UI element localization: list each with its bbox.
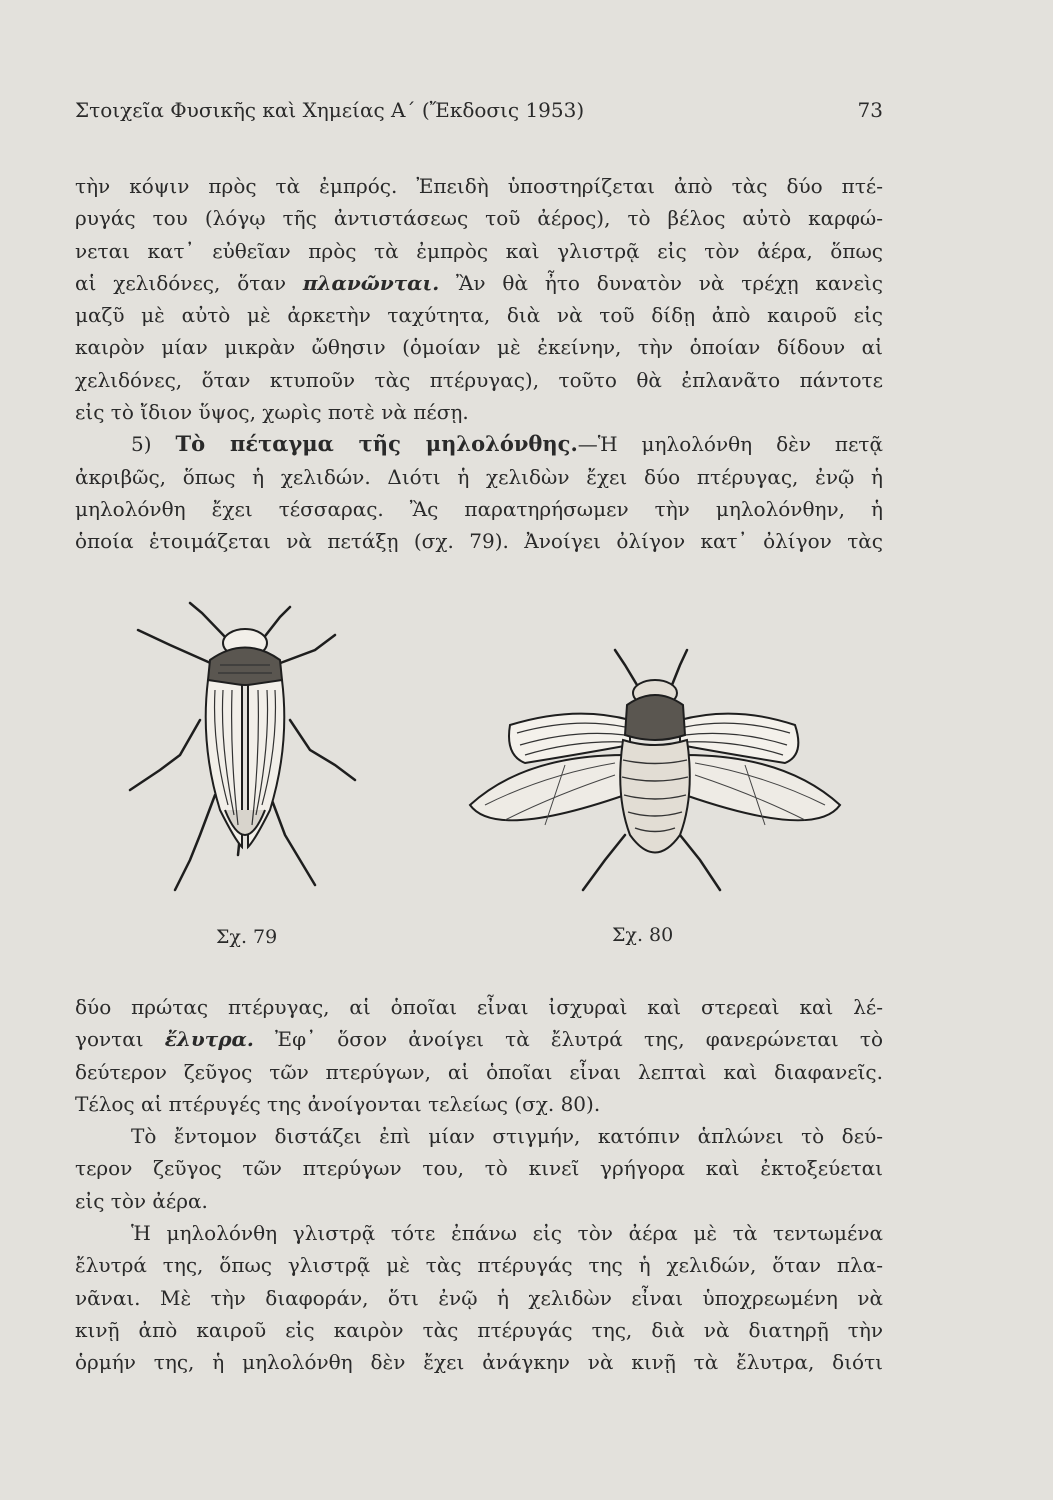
text-line: μηλολόνθη ἔχει τέσσαρας. Ἂς παρατηρήσωμεν τὴν μηλολόνθην, ἡ — [75, 496, 883, 521]
text-line: νεται κατ᾽ εὐθεῖαν πρὸς τὰ ἐμπρὸς καὶ γλιστρᾷ εἰς τὸν ἀέρα, ὅπως — [75, 238, 883, 263]
text-line: ρυγάς του (λόγῳ τῆς ἀντιστάσεως τοῦ ἀέρος), τὸ βέλος αὐτὸ καρφώ- — [75, 206, 883, 231]
term-elytra: ἔλυτρα. — [164, 1027, 254, 1052]
text-line: καιρὸν μίαν μικρὰν ὤθησιν (ὁμοίαν μὲ ἐκείνην, τὴν ὁποίαν δίδουν αἱ — [75, 335, 883, 360]
section-heading: Τὸ πέταγμα τῆς μηλολόνθης. — [175, 431, 578, 457]
text-line: τὴν κόψιν πρὸς τὰ ἐμπρός. Ἐπειδὴ ὑποστηρίζεται ἀπὸ τὰς δύο πτέ- — [75, 174, 883, 198]
text-line: δεύτερον ζεῦγος τῶν πτερύγων, αἱ ὁποῖαι εἶναι λεπταὶ καὶ διαφανεῖς. — [75, 1059, 883, 1084]
text-line: ἔλυτρά της, ὅπως γλιστρᾷ μὲ τὰς πτέρυγάς της ἡ χελιδών, ὅταν πλα- — [75, 1253, 883, 1278]
text-line: δύο πρώτας πτέρυγας, αἱ ὁποῖαι εἶναι ἰσχυραὶ καὶ στερεαὶ καὶ λέ- — [75, 995, 883, 1019]
text-line: Τέλος αἱ πτέρυγές της ἀνοίγονται τελείως (σχ. 80). — [75, 1091, 601, 1116]
figure-80-winged-beetle — [465, 645, 845, 900]
text-line: τερον ζεῦγος τῶν πτερύγων του, τὸ κινεῖ γρήγορα καὶ ἐκτοξεύεται — [75, 1156, 883, 1181]
text-line: ἀκριβῶς, ὅπως ἡ χελιδών. Διότι ἡ χελιδὼν ἔχει δύο πτέρυγας, ἐνῷ ἡ — [75, 464, 883, 489]
paragraph-gliding — [75, 170, 883, 558]
text-line: Τὸ ἔντομον διστάζει ἐπὶ μίαν στιγμήν, κατόπιν ἁπλώνει τὸ δεύ- — [131, 1124, 883, 1149]
page-number: 73 — [857, 98, 883, 122]
text-line: μαζῦ μὲ αὐτὸ μὲ ἀρκετὴν ταχύτητα, διὰ νὰ τοῦ δίδῃ ἀπὸ καιροῦ εἰς — [75, 303, 883, 328]
section-heading-line — [75, 428, 883, 460]
text-line — [75, 267, 883, 299]
page-header — [75, 98, 883, 128]
figure-80-caption: Σχ. 80 — [612, 924, 674, 946]
text-line: νᾶναι. Μὲ τὴν διαφοράν, ὅτι ἐνῷ ἡ χελιδὼν εἶναι ὑποχρεωμένη νὰ — [75, 1285, 883, 1310]
section-number: 5) — [131, 432, 152, 457]
text-line: Ἡ μηλολόνθη γλιστρᾷ τότε ἐπάνω εἰς τὸν ἀέρα μὲ τὰ τεντωμένα — [131, 1221, 883, 1246]
line-text: γονται — [75, 1027, 165, 1052]
figure-79-caption: Σχ. 79 — [216, 926, 278, 948]
paragraph-elytra — [75, 991, 883, 1379]
text-line: ὁρμήν της, ἡ μηλολόνθη δὲν ἔχει ἀνάγκην νὰ κινῇ τὰ ἔλυτρα, διότι — [75, 1350, 883, 1375]
text-line: κινῇ ἀπὸ καιροῦ εἰς καιρὸν τὰς πτέρυγάς της, διὰ νὰ διατηρῇ τὴν — [75, 1317, 883, 1342]
figure-79-closed-beetle — [120, 595, 370, 900]
line-text: —Ἡ μηλολόνθη δὲν πετᾷ — [577, 432, 883, 457]
text-line: χελιδόνες, ὅταν κτυποῦν τὰς πτέρυγας), τοῦτο θὰ ἐπλανᾶτο πάντοτε — [75, 367, 883, 392]
line-text: Ἐφ᾽ ὅσον ἀνοίγει τὰ ἔλυτρά της, φανερώνεται τὸ — [253, 1027, 883, 1052]
term-planontai: πλανῶνται. — [302, 270, 440, 295]
text-line: ὁποία ἑτοιμάζεται νὰ πετάξῃ (σχ. 79). Ἀνοίγει ὀλίγον κατ᾽ ὀλίγον τὰς — [75, 529, 883, 554]
text-line — [75, 1023, 883, 1055]
text-line: εἰς τὸν ἀέρα. — [75, 1188, 208, 1213]
text-line: εἰς τὸ ἴδιον ὕψος, χωρὶς ποτὲ νὰ πέσῃ. — [75, 400, 469, 425]
line-text: αἱ χελιδόνες, ὅταν — [75, 270, 303, 295]
line-text: Ἂν θὰ ἦτο δυνατὸν νὰ τρέχῃ κανεὶς — [439, 270, 883, 295]
running-title: Στοιχεῖα Φυσικῆς καὶ Χημείας Α΄ (Ἔκδοσις 1953) — [75, 98, 585, 122]
